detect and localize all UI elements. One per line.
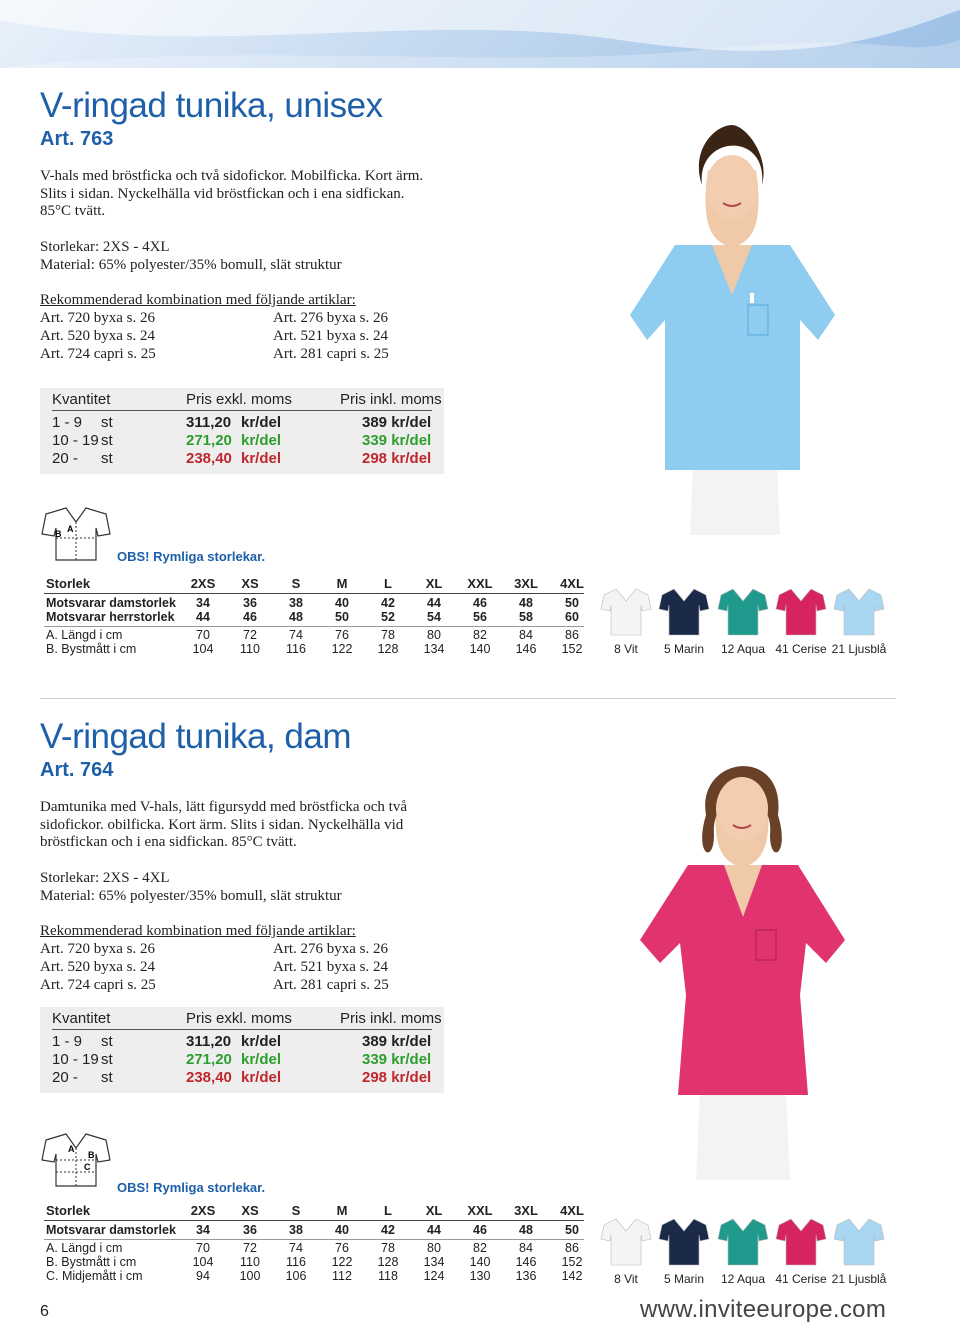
size-cell: 78 [381,628,395,642]
rec-item: Art. 720 byxa s. 26 [40,941,155,957]
size-header-cell: 2XS [190,576,216,591]
size-cell: 110 [240,642,260,656]
color-swatch-tunic-icon[interactable] [833,585,885,637]
size-row-label: B. Bystmått i cm [46,1255,137,1269]
price-excl-unit: kr/del [241,414,282,431]
size-cell: 44 [427,596,441,610]
price-excl-unit: kr/del [241,432,282,449]
size-header-cell: XS [241,576,259,591]
size-cell: 36 [243,596,257,610]
size-cell: 128 [377,1255,399,1269]
size-header-cell: L [384,1203,392,1218]
description-line: V-hals med bröstficka och två sidofickor. Mobilficka. Kort ärm. [40,168,424,184]
color-swatch-tunic-icon[interactable] [658,1215,710,1267]
size-cell: 40 [335,596,349,610]
size-header-label: Storlek [46,1203,91,1218]
size-cell: 104 [192,642,214,656]
size-cell: 38 [289,1223,303,1237]
size-cell: 122 [331,1255,353,1269]
size-cell: 122 [331,642,353,656]
color-swatch-label: 21 Ljusblå [831,642,887,656]
rec-item: Art. 520 byxa s. 24 [40,328,155,344]
size-cell: 146 [515,642,537,656]
color-swatch-tunic-icon[interactable] [600,585,652,637]
color-swatch-label: 8 Vit [614,1272,638,1286]
size-row-label: C. Midjemått i cm [46,1269,143,1283]
size-cell: 128 [377,642,399,656]
price-unit: st [101,414,113,431]
size-row-label: A. Längd i cm [46,628,123,642]
color-swatch-tunic-icon[interactable] [658,585,710,637]
size-row-label: A. Längd i cm [46,1241,123,1255]
color-swatch-label: 41 Cerise [775,1272,827,1286]
color-swatch-label: 12 Aqua [720,642,766,656]
price-excl: 271,20 [186,1051,232,1068]
rec-item: Art. 724 capri s. 25 [40,977,156,993]
article-number: Art. 764 [40,759,114,781]
size-cell: 48 [519,1223,533,1237]
price-unit: st [101,1033,113,1050]
size-row-label: B. Bystmått i cm [46,642,137,656]
color-swatch-label: 5 Marin [663,642,704,656]
price-unit: st [101,1069,113,1086]
size-cell: 146 [515,1255,537,1269]
size-cell: 34 [196,1223,210,1237]
size-cell: 50 [335,610,349,624]
size-cell: 116 [286,1255,306,1269]
size-header-rule [44,593,584,594]
description-line: Damtunika med V-hals, lätt figursydd med bröstficka och två [40,799,408,815]
size-cell: 58 [519,610,533,624]
size-header-cell: L [384,576,392,591]
size-cell: 112 [332,1269,352,1283]
size-header-cell: XL [425,576,443,591]
obs-note: OBS! Rymliga storlekar. [117,1180,266,1195]
size-cell: 36 [243,1223,257,1237]
size-cell: 82 [473,628,487,642]
size-header-cell: 3XL [514,1203,538,1218]
size-header-cell: XXL [467,576,493,591]
size-cell: 60 [565,610,579,624]
size-header-cell: 3XL [514,576,538,591]
price-qty: 1 - 9 [52,1033,83,1050]
size-cell: 134 [423,1255,445,1269]
color-swatch-tunic-icon[interactable] [600,1215,652,1267]
diagram-label: C [84,1162,91,1172]
price-incl: 298 kr/del [362,450,432,467]
color-swatch-label: 5 Marin [663,1272,704,1286]
size-cell: 46 [473,596,487,610]
price-excl: 238,40 [186,1069,232,1086]
color-swatch-tunic-icon[interactable] [775,1215,827,1267]
size-cell: 80 [427,1241,441,1255]
description-line: sidofickor. obilficka. Kort ärm. Slits i sidan. Nyckelhälla vid [40,816,404,833]
size-cell: 118 [378,1269,398,1283]
model-photo-dam [630,745,855,1180]
price-excl-unit: kr/del [241,450,282,467]
size-cell: 110 [240,1255,260,1269]
size-header-cell: M [336,1203,348,1218]
color-swatch-label: 12 Aqua [720,1272,766,1286]
size-cell: 74 [289,628,303,642]
price-header-incl: Pris inkl. moms [340,391,442,408]
rec-item: Art. 521 byxa s. 24 [273,328,388,344]
price-qty: 10 - 19 [52,432,99,449]
description-line: 85°C tvätt. [40,203,106,219]
price-qty: 20 - [52,1069,78,1086]
size-cell: 48 [519,596,533,610]
material-text: Material: 65% polyester/35% bomull, slät struktur [40,888,342,904]
color-swatch-label: 41 Cerise [775,642,827,656]
obs-note: OBS! Rymliga storlekar. [117,549,266,564]
size-header-cell: 2XS [190,1203,216,1218]
size-cell: 44 [196,610,210,624]
size-cell: 86 [565,1241,579,1255]
size-cell: 140 [469,1255,491,1269]
size-cell: 94 [196,1269,210,1283]
price-header-excl: Pris exkl. moms [186,391,292,408]
size-cell: 72 [243,628,257,642]
size-cell: 86 [565,628,579,642]
price-excl: 271,20 [186,432,232,449]
size-row-label: Motsvarar herrstorlek [46,610,175,624]
size-header-label: Storlek [46,576,91,591]
color-swatch-tunic-icon[interactable] [775,585,827,637]
size-cell: 54 [427,610,441,624]
size-row-label: Motsvarar damstorlek [46,596,176,610]
size-header-cell: XS [241,1203,259,1218]
product-title: V-ringad tunika, unisex [40,86,383,125]
price-qty: 10 - 19 [52,1051,99,1068]
size-cell: 130 [469,1269,491,1283]
size-cell: 80 [427,628,441,642]
description-line: Slits i sidan. Nyckelhälla vid bröstfickan och i ena sidfickan. [40,185,405,202]
size-cell: 40 [335,1223,349,1237]
price-excl: 238,40 [186,450,232,467]
size-header-cell: 4XL [560,576,584,591]
price-unit: st [101,450,113,467]
size-cell: 152 [561,642,583,656]
size-header-cell: XL [425,1203,443,1218]
color-swatch-tunic-icon[interactable] [833,1215,885,1267]
size-header-cell: M [336,576,348,591]
size-cell: 42 [381,1223,395,1237]
diagram-label: B [88,1150,95,1160]
size-cell: 38 [289,596,303,610]
diagram-label: A [68,1144,75,1154]
sizes-text: Storlekar: 2XS - 4XL [40,239,170,255]
color-swatch-tunic-icon[interactable] [717,1215,769,1267]
price-header-incl: Pris inkl. moms [340,1010,442,1027]
price-incl: 389 kr/del [362,414,432,431]
size-cell: 44 [427,1223,441,1237]
size-cell: 124 [423,1269,445,1283]
rec-item: Art. 281 capri s. 25 [273,346,389,362]
size-cell: 82 [473,1241,487,1255]
rec-item: Art. 276 byxa s. 26 [273,941,388,957]
price-excl: 311,20 [186,1033,232,1050]
price-qty: 20 - [52,450,78,467]
price-excl: 311,20 [186,414,232,431]
size-cell: 70 [196,1241,210,1255]
size-cell: 34 [196,596,210,610]
size-header-cell: XXL [467,1203,493,1218]
recommendation-heading: Rekommenderad kombination med följande artiklar: [40,923,356,939]
rec-item: Art. 724 capri s. 25 [40,346,156,362]
size-cell: 134 [423,642,445,656]
rec-item: Art. 720 byxa s. 26 [40,310,155,326]
size-cell: 46 [473,1223,487,1237]
price-excl-unit: kr/del [241,1051,282,1068]
recommendation-heading: Rekommenderad kombination med följande artiklar: [40,292,356,308]
price-incl: 339 kr/del [362,1051,432,1068]
color-swatch-label: 21 Ljusblå [831,1272,887,1286]
size-cell: 70 [196,628,210,642]
price-qty: 1 - 9 [52,414,83,431]
price-header-qty: Kvantitet [52,1010,111,1027]
rec-item: Art. 520 byxa s. 24 [40,959,155,975]
size-header-rule [44,1220,584,1221]
diagram-label: B [55,529,62,539]
description-line: bröstfickan och i ena sidfickan. 85°C tvätt. [40,834,297,850]
diagram-label: A [67,524,74,534]
price-header-qty: Kvantitet [52,391,111,408]
material-text: Material: 65% polyester/35% bomull, slät struktur [40,257,342,273]
size-cell: 116 [286,642,306,656]
size-row-label: Motsvarar damstorlek [46,1223,176,1237]
size-cell: 100 [239,1269,261,1283]
size-cell: 84 [519,628,533,642]
size-cell: 78 [381,1241,395,1255]
page-number: 6 [40,1303,49,1320]
price-table [40,1007,444,1093]
price-excl-unit: kr/del [241,1033,282,1050]
product-description [40,799,460,852]
rec-item: Art. 521 byxa s. 24 [273,959,388,975]
size-cell: 152 [561,1255,583,1269]
website-link[interactable]: www.inviteeurope.com [640,1296,887,1323]
size-group-rule [44,626,584,627]
sizes-text: Storlekar: 2XS - 4XL [40,870,170,886]
size-cell: 52 [381,610,395,624]
size-cell: 48 [289,610,303,624]
size-cell: 136 [515,1269,537,1283]
size-header-cell: 4XL [560,1203,584,1218]
price-header-excl: Pris exkl. moms [186,1010,292,1027]
color-swatch-label: 8 Vit [614,642,638,656]
rec-item: Art. 276 byxa s. 26 [273,310,388,326]
size-cell: 104 [192,1255,214,1269]
size-cell: 106 [285,1269,307,1283]
size-cell: 76 [335,1241,349,1255]
color-swatch-tunic-icon[interactable] [717,585,769,637]
price-incl: 298 kr/del [362,1069,432,1086]
size-header-cell: S [291,576,301,591]
size-cell: 74 [289,1241,303,1255]
size-cell: 76 [335,628,349,642]
price-excl-unit: kr/del [241,1069,282,1086]
size-cell: 84 [519,1241,533,1255]
size-cell: 142 [561,1269,583,1283]
garment-diagram-icon [40,1130,112,1190]
price-incl: 339 kr/del [362,432,432,449]
size-cell: 46 [243,610,257,624]
size-cell: 140 [469,642,491,656]
size-cell: 72 [243,1241,257,1255]
size-header-cell: S [291,1203,301,1218]
price-header-rule [52,1029,432,1030]
size-cell: 56 [473,610,487,624]
price-unit: st [101,1051,113,1068]
size-group-rule [44,1239,584,1240]
size-cell: 50 [565,596,579,610]
product-title: V-ringad tunika, dam [40,717,352,756]
size-cell: 50 [565,1223,579,1237]
price-incl: 389 kr/del [362,1033,432,1050]
size-cell: 42 [381,596,395,610]
price-unit: st [101,432,113,449]
rec-item: Art. 281 capri s. 25 [273,977,389,993]
article-number: Art. 763 [40,128,114,150]
